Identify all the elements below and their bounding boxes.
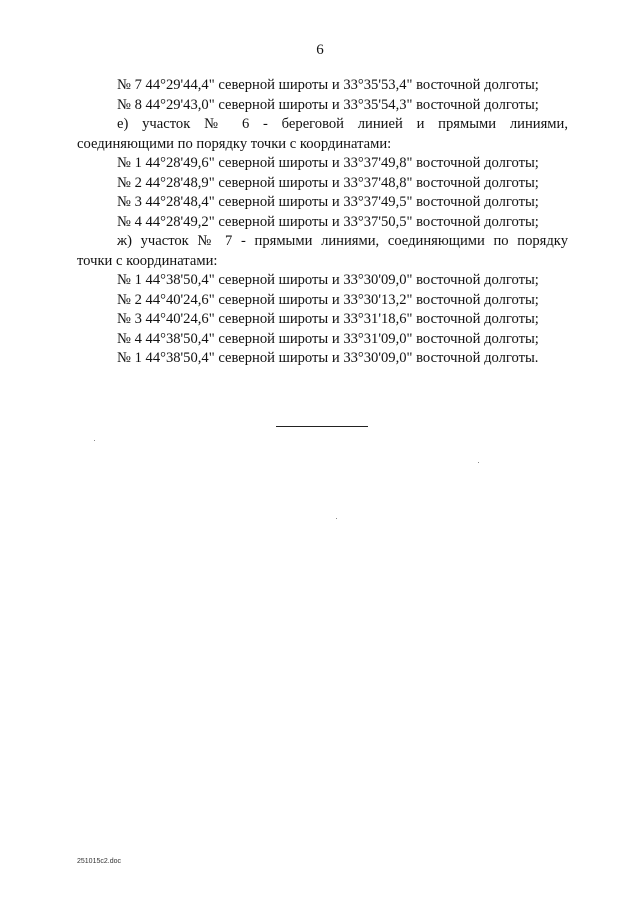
coordinate-line-7: № 7 44°29'44,4" северной широты и 33°35'53,4" восточной долготы; (117, 77, 539, 93)
section-zh-heading: ж) участок № 7 - прямыми линиями, соединяющими по порядку (117, 233, 568, 249)
page-number: 6 (316, 42, 324, 58)
section-zh-coordinate-1: № 1 44°38'50,4" северной широты и 33°30'09,0" восточной долготы; (117, 272, 539, 288)
end-separator-line (276, 426, 368, 427)
scan-speck (336, 518, 337, 519)
section-e-heading-continuation: соединяющими по порядку точки с координатами: (77, 135, 392, 152)
section-zh-coordinate-4: № 4 44°38'50,4" северной широты и 33°31'09,0" восточной долготы; (117, 330, 539, 347)
section-e-coordinate-1: № 1 44°28'49,6" северной широты и 33°37'49,8" восточной долготы; (117, 155, 539, 171)
section-e-heading: е) участок № 6 - береговой линией и прямыми линиями, (117, 116, 568, 132)
section-e-coordinate-2: № 2 44°28'48,9" северной широты и 33°37'48,8" восточной долготы; (117, 174, 539, 191)
section-e-coordinate-3: № 3 44°28'48,4" северной широты и 33°37'49,5" восточной долготы; (117, 194, 539, 210)
section-zh-coordinate-5: № 1 44°38'50,4" северной широты и 33°30'09,0" восточной долготы. (117, 350, 539, 366)
section-zh-coordinate-3: № 3 44°40'24,6" северной широты и 33°31'18,6" восточной долготы; (117, 311, 539, 327)
section-e-coordinate-4: № 4 44°28'49,2" северной широты и 33°37'50,5" восточной долготы; (117, 213, 539, 230)
scan-speck (94, 440, 95, 441)
section-zh-heading-continuation: точки с координатами: (77, 252, 218, 269)
document-body (77, 76, 568, 369)
coordinate-line-8: № 8 44°29'43,0" северной широты и 33°35'54,3" восточной долготы; (117, 96, 539, 113)
footer-file-code: 251015c2.doc (77, 858, 121, 865)
section-zh-coordinate-2: № 2 44°40'24,6" северной широты и 33°30'13,2" восточной долготы; (117, 291, 539, 308)
scan-speck (478, 462, 479, 463)
